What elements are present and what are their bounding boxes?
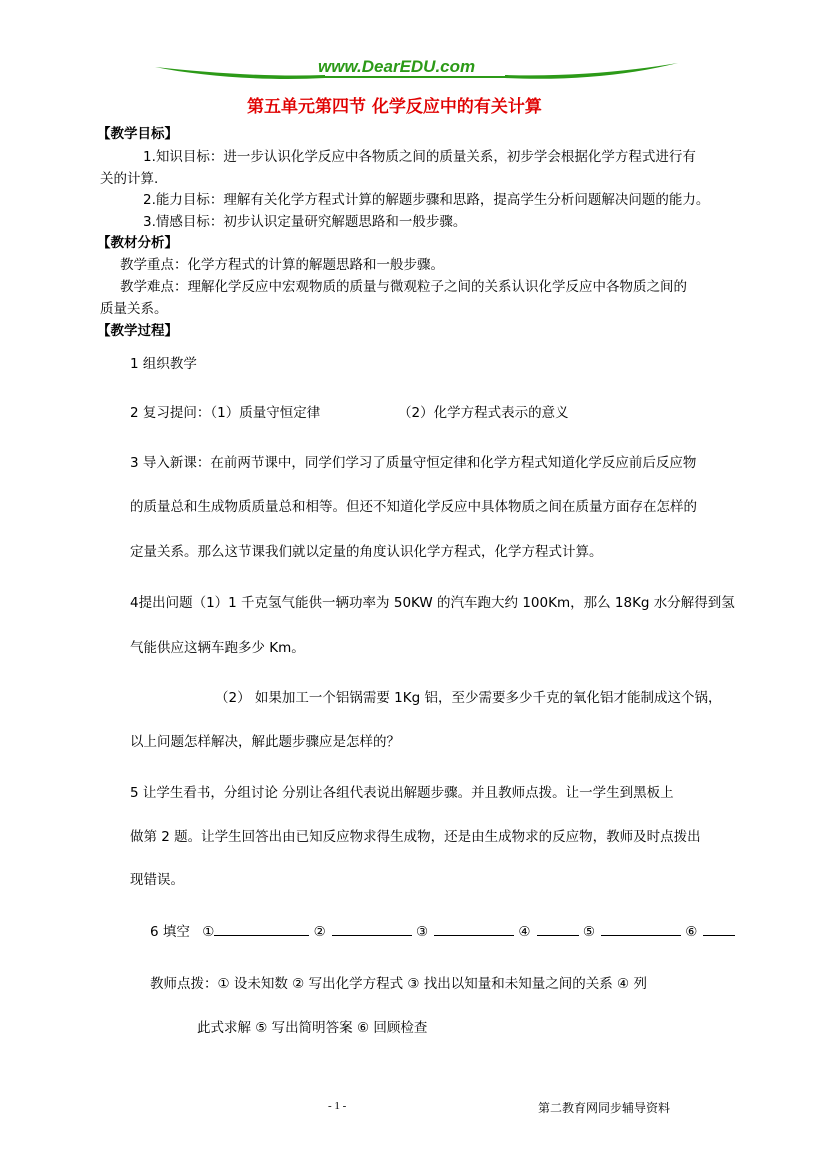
blank-5[interactable] (601, 921, 681, 936)
section-heading-goals: 【教学目标】 (97, 126, 178, 142)
teaching-difficulty-line2: 质量关系。 (100, 301, 168, 317)
step-discuss-line3: 现错误。 (130, 872, 184, 888)
fill-blank-label: 6 填空 (150, 924, 190, 940)
site-url-text[interactable]: www.DearEDU.com (318, 57, 476, 76)
blank-4[interactable] (537, 921, 579, 936)
section-heading-process: 【教学过程】 (97, 323, 178, 339)
blank-2[interactable] (332, 921, 412, 936)
step-discuss-line2: 做第 2 题。让学生回答出由已知反应物求得生成物，还是由生成物求的反应物，教师及时点拨出 (130, 829, 701, 845)
blank-mark-5: ⑤ (582, 924, 595, 940)
goal-ability: 2.能力目标：理解有关化学方程式计算的解题步骤和思路，提高学生分析问题解决问题的能力。 (143, 192, 710, 208)
section-heading-analysis: 【教材分析】 (97, 235, 178, 251)
teaching-difficulty-line1: 教学难点：理解化学反应中宏观物质的质量与微观粒子之间的关系认识化学反应中各物质之间的 (120, 279, 687, 295)
blank-mark-6: ⑥ (685, 924, 698, 940)
goal-knowledge-line2: 关的计算. (100, 171, 159, 187)
teacher-hint-line2: 此式求解 ⑤ 写出简明答案 ⑥ 回顾检查 (197, 1020, 428, 1036)
page-number: - 1 - (328, 1100, 347, 1112)
fill-blank-row (150, 920, 735, 940)
step-question-line1: 4提出问题（1）1 千克氢气能供一辆功率为 50KW 的汽车跑大约 100Km，那么 18Kg 水分解得到氢 (130, 595, 735, 611)
step-organize: 1 组织教学 (130, 356, 197, 372)
page-title: 第五单元第四节 化学反应中的有关计算 (247, 97, 542, 117)
teaching-key-point: 教学重点：化学方程式的计算的解题思路和一般步骤。 (120, 257, 444, 273)
blank-3[interactable] (434, 921, 514, 936)
step-intro-line3: 定量关系。那么这节课我们就以定量的角度认识化学方程式，化学方程式计算。 (130, 544, 603, 560)
site-header-logo (150, 55, 680, 87)
teacher-hint-line1: 教师点拨：① 设未知数 ② 写出化学方程式 ③ 找出以知量和未知量之间的关系 ④ 列 (150, 976, 647, 992)
footer-source: 第二教育网同步辅导资料 (538, 1101, 671, 1115)
step-intro-line2: 的质量总和生成物质质量总和相等。但还不知道化学反应中具体物质之间在质量方面存在怎样的 (130, 499, 697, 515)
blank-mark-4: ④ (518, 924, 531, 940)
blank-mark-1: ① (202, 924, 215, 940)
blank-6[interactable] (703, 921, 735, 936)
step-review-b: （2）化学方程式表示的意义 (398, 405, 569, 421)
step-review-a: 2 复习提问：（1）质量守恒定律 (130, 405, 321, 421)
step-question-line3: （2） 如果加工一个铝锅需要 1Kg 铝，至少需要多少千克的氧化铝才能制成这个锅， (215, 690, 722, 706)
blank-mark-3: ③ (416, 924, 429, 940)
step-intro-line1: 3 导入新课：在前两节课中，同学们学习了质量守恒定律和化学方程式知道化学反应前后反应物 (130, 455, 697, 471)
step-question-line4: 以上问题怎样解决，解此题步骤应是怎样的？ (130, 734, 400, 750)
goal-emotion: 3.情感目标：初步认识定量研究解题思路和一般步骤。 (143, 214, 467, 230)
step-discuss-line1: 5 让学生看书，分组讨论 分别让各组代表说出解题步骤。并且教师点拨。让一学生到黑板上 (130, 785, 674, 801)
step-question-line2: 气能供应这辆车跑多少 Km。 (130, 640, 305, 656)
blank-1[interactable] (214, 921, 309, 936)
blank-mark-2: ② (313, 924, 326, 940)
goal-knowledge-line1: 1.知识目标：进一步认识化学反应中各物质之间的质量关系，初步学会根据化学方程式进行有 (143, 149, 696, 165)
